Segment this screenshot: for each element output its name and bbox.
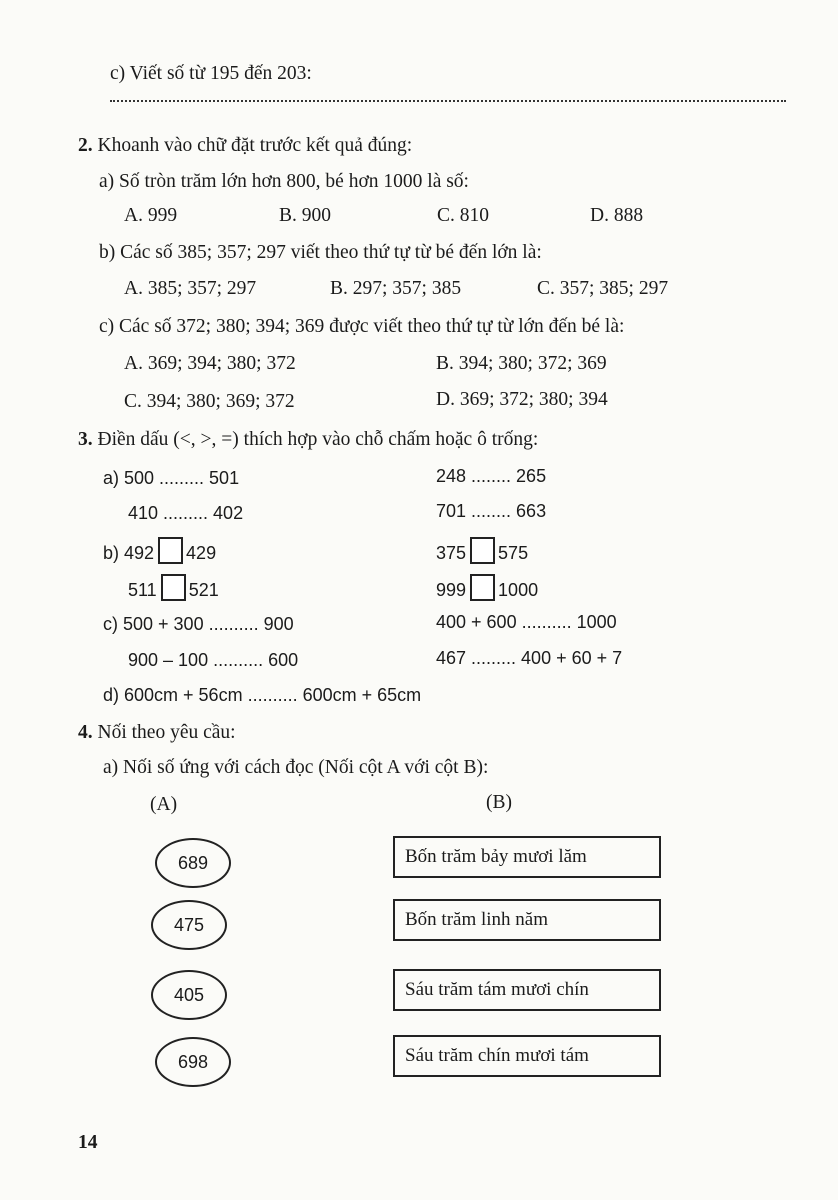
q1-c-prompt: c) Viết số từ 195 đến 203: (110, 63, 312, 84)
q3-a-item-2[interactable]: 248 ........ 265 (436, 466, 547, 486)
q2-c-question: c) Các số 372; 380; 394; 369 được viết theo thứ tự từ lớn đến bé là: (99, 316, 625, 337)
q3-b-item-4 (436, 574, 538, 602)
q2-a-question: a) Số tròn trăm lớn hơn 800, bé hơn 1000 là số: (99, 171, 469, 192)
q3-b-item-1 (103, 537, 216, 565)
column-b-header: (B) (486, 792, 512, 813)
answer-box[interactable] (161, 574, 186, 601)
q3-a-item-1[interactable]: a) 500 ......... 501 (103, 468, 240, 488)
reading-box-label: Bốn trăm bảy mươi lăm (405, 846, 587, 867)
q3-b-item-3-left: 511 (128, 580, 157, 600)
number-oval-475[interactable] (151, 900, 227, 950)
reading-box-3[interactable] (393, 969, 661, 1011)
q2-number: 2. (78, 135, 93, 156)
answer-box[interactable] (470, 537, 495, 564)
q3-b-item-2-right: 575 (498, 543, 529, 563)
q2-b-question: b) Các số 385; 357; 297 viết theo thứ tự từ bé đến lớn là: (99, 242, 542, 263)
q4-number: 4. (78, 722, 93, 743)
q2-a-option-d[interactable]: D. 888 (590, 205, 644, 226)
reading-box-1[interactable] (393, 836, 661, 878)
q3-c-item-4[interactable]: 467 ......... 400 + 60 + 7 (436, 648, 623, 668)
q2-c-option-b[interactable]: B. 394; 380; 372; 369 (436, 353, 607, 374)
number-oval-label: 405 (173, 984, 205, 1005)
reading-box-label: Bốn trăm linh năm (405, 909, 549, 930)
q3-b-item-1-left: b) 492 (103, 543, 155, 563)
q3-c-item-3[interactable]: 900 – 100 .......... 600 (128, 650, 299, 670)
q2-b-option-a[interactable]: A. 385; 357; 297 (124, 278, 257, 299)
q3-c-item-1[interactable]: c) 500 + 300 .......... 900 (103, 614, 294, 634)
q2-a-option-c[interactable]: C. 810 (437, 205, 490, 226)
number-oval-label: 698 (177, 1051, 209, 1072)
q4-title-text: Nối theo yêu cầu: (97, 722, 236, 743)
reading-box-label: Sáu trăm chín mươi tám (405, 1045, 589, 1066)
answer-box[interactable] (470, 574, 495, 601)
q2-c-option-a[interactable]: A. 369; 394; 380; 372 (124, 353, 296, 374)
q4-title (78, 721, 236, 745)
q3-b-item-3 (128, 574, 219, 602)
q3-b-item-2 (436, 537, 528, 565)
q3-title-text: Điền dấu (<, >, =) thích hợp vào chỗ chấm hoặc ô trống: (97, 429, 539, 450)
q2-title-text: Khoanh vào chữ đặt trước kết quả đúng: (97, 135, 413, 156)
reading-box-4[interactable] (393, 1035, 661, 1077)
answer-box[interactable] (158, 537, 183, 564)
page-number: 14 (78, 1132, 98, 1153)
q2-c-option-c[interactable]: C. 394; 380; 369; 372 (124, 391, 295, 412)
q3-a-item-4[interactable]: 701 ........ 663 (436, 501, 547, 521)
show-through-text (420, 540, 428, 566)
q2-b-option-c[interactable]: C. 357; 385; 297 (537, 278, 669, 299)
answer-dotted-line[interactable] (110, 100, 786, 102)
q2-title (78, 134, 412, 158)
column-a-header: (A) (150, 794, 178, 815)
number-oval-698[interactable] (155, 1037, 231, 1087)
q3-b-item-4-right: 1000 (498, 580, 539, 600)
reading-box-2[interactable] (393, 899, 661, 941)
q3-b-item-2-left: 375 (436, 543, 467, 563)
q3-b-item-4-left: 999 (436, 580, 467, 600)
q2-b-option-b[interactable]: B. 297; 357; 385 (330, 278, 462, 299)
number-oval-label: 475 (173, 914, 205, 935)
q2-a-option-b[interactable]: B. 900 (279, 205, 332, 226)
number-oval-689[interactable] (155, 838, 231, 888)
q3-d-item[interactable]: d) 600cm + 56cm .......... 600cm + 65cm (103, 685, 422, 705)
q3-c-item-2[interactable]: 400 + 600 .......... 1000 (436, 612, 617, 632)
q3-b-item-3-right: 521 (188, 580, 219, 600)
q2-a-option-a[interactable]: A. 999 (124, 205, 178, 226)
q4-a-instruction: a) Nối số ứng với cách đọc (Nối cột A với cột B): (103, 757, 489, 778)
number-oval-405[interactable] (151, 970, 227, 1020)
number-oval-label: 689 (177, 852, 209, 873)
q3-a-item-3[interactable]: 410 ......... 402 (128, 503, 244, 523)
q3-number: 3. (78, 429, 93, 450)
q2-c-option-d[interactable]: D. 369; 372; 380; 394 (436, 389, 608, 410)
q3-title (78, 428, 538, 452)
reading-box-label: Sáu trăm tám mươi chín (405, 979, 589, 1000)
q3-b-item-1-right: 429 (186, 543, 217, 563)
